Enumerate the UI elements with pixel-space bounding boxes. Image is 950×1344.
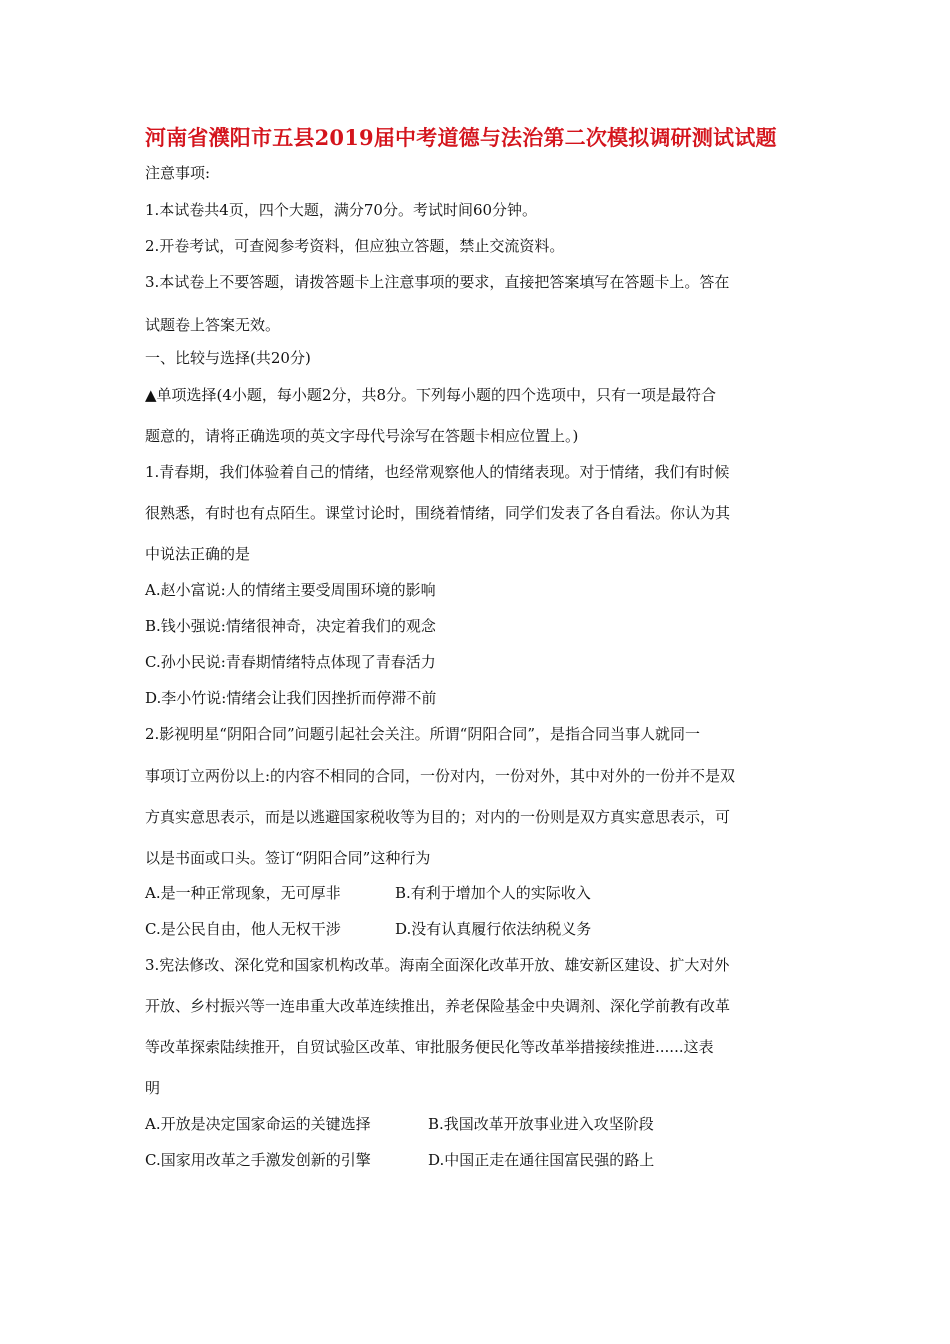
q1-option-d: D.李小竹说:情绪会让我们因挫折而停滞不前: [145, 689, 437, 707]
notes-item-2: 2.开卷考试，可查阅参考资料，但应独立答题，禁止交流资料。: [145, 237, 565, 255]
q2-options-row-1: [145, 883, 591, 903]
q2-stem-line-3: 方真实意思表示，而是以逃避国家税收等为目的；对内的一份则是双方真实意思表示，可: [145, 808, 731, 826]
notes-item-3-line-2: 试题卷上答案无效。: [145, 316, 281, 334]
notes-heading: 注意事项:: [145, 164, 211, 182]
q1-stem-line-2: 很熟悉，有时也有点陌生。课堂讨论时，围绕着情绪，同学们发表了各自看法。你认为其: [145, 504, 731, 522]
q3-option-d: D.中国正走在通往国富民强的路上: [428, 1151, 655, 1169]
notes-item-3-line-1: 3.本试卷上不要答题，请拨答题卡上注意事项的要求，直接把答案填写在答题卡上。答在: [145, 273, 730, 291]
q3-options-row-1: [145, 1114, 654, 1134]
q1-stem-line-3: 中说法正确的是: [145, 545, 251, 563]
notes-item-1: 1.本试卷共4页，四个大题，满分70分。考试时间60分钟。: [145, 201, 538, 219]
instruction-line-2: 题意的，请将正确选项的英文字母代号涂写在答题卡相应位置上。): [145, 427, 579, 445]
q2-stem-line-1: 2.影视明星“阴阳合同”问题引起社会关注。所谓“阴阳合同”，是指合同当事人就同一: [145, 725, 700, 743]
q3-stem-line-1: 3.宪法修改、深化党和国家机构改革。海南全面深化改革开放、雄安新区建设、扩大对外: [145, 956, 730, 974]
document-title: 河南省濮阳市五县2019届中考道德与法治第二次模拟调研测试试题: [145, 125, 777, 150]
q2-option-b: B.有利于增加个人的实际收入: [395, 884, 591, 902]
q3-option-b: B.我国改革开放事业进入攻坚阶段: [428, 1115, 654, 1133]
q1-option-b: B.钱小强说:情绪很神奇，决定着我们的观念: [145, 617, 436, 635]
q2-option-c: C.是公民自由，他人无权干涉: [145, 920, 341, 938]
q1-option-a: A.赵小富说:人的情绪主要受周围环境的影响: [145, 581, 436, 599]
q3-stem-line-4: 明: [145, 1079, 161, 1097]
q1-option-c: C.孙小民说:青春期情绪特点体现了青春活力: [145, 653, 436, 671]
q2-option-d: D.没有认真履行依法纳税义务: [395, 920, 592, 938]
q3-option-a: A.开放是决定国家命运的关键选择: [145, 1115, 371, 1133]
instruction-line-1: ▲单项选择(4小题，每小题2分，共8分。下列每小题的四个选项中，只有一项是最符合: [145, 386, 717, 404]
q2-stem-line-2: 事项订立两份以上:的内容不相同的合同，一份对内，一份对外，其中对外的一份并不是双: [145, 767, 736, 785]
q3-stem-line-2: 开放、乡村振兴等一连串重大改革连续推出，养老保险基金中央调剂、深化学前教有改革: [145, 997, 731, 1015]
q3-stem-line-3: 等改革探索陆续推开，自贸试验区改革、审批服务便民化等改革举措接续推进......这表: [145, 1038, 714, 1056]
section-heading: 一、比较与选择(共20分): [145, 349, 311, 367]
q2-options-row-2: [145, 919, 591, 939]
q1-stem-line-1: 1.青春期，我们体验着自己的情绪，也经常观察他人的情绪表现。对于情绪，我们有时候: [145, 463, 730, 481]
q2-stem-line-4: 以是书面或口头。签订“阴阳合同”这种行为: [145, 849, 431, 867]
q3-option-c: C.国家用改革之手激发创新的引擎: [145, 1151, 371, 1169]
q2-option-a: A.是一种正常现象，无可厚非: [145, 884, 341, 902]
q3-options-row-2: [145, 1150, 654, 1170]
